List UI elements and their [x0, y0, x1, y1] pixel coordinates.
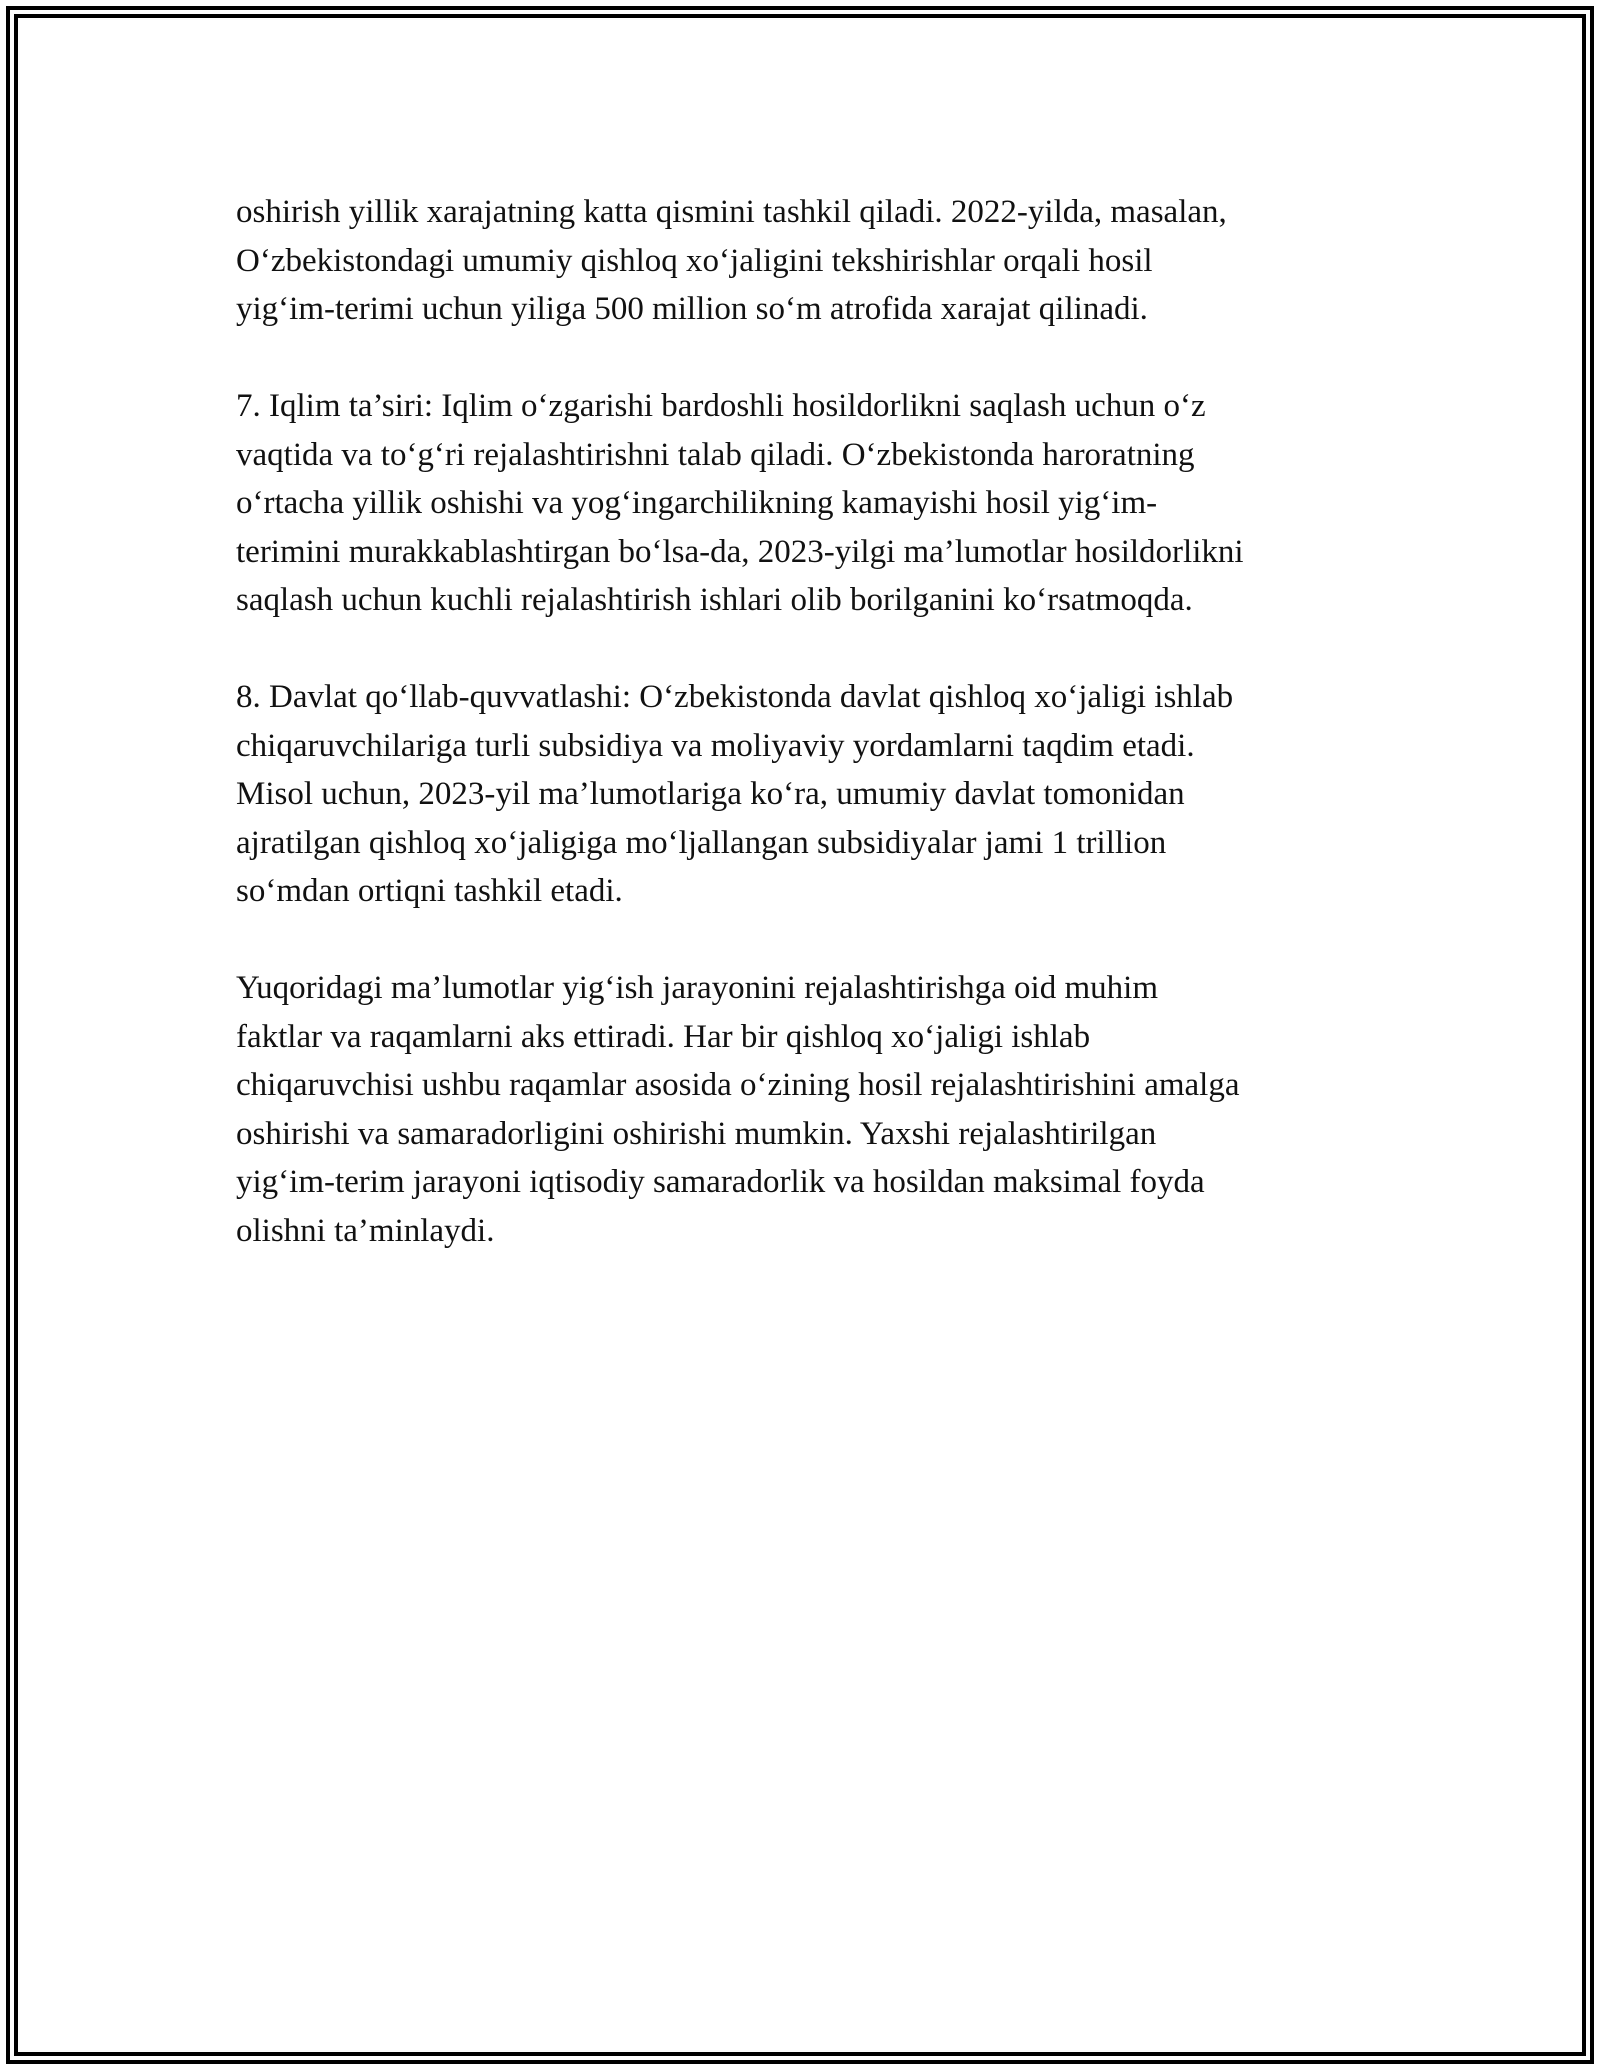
text-line: faktlar va raqamlarni aks ettiradi. Har bir qishloq xo‘jaligi ishlab [236, 1018, 1091, 1055]
text-line: Misol uchun, 2023-yil ma’lumotlariga ko‘ra, umumiy davlat tomonidan [236, 776, 1185, 812]
text-line: ajratilgan qishloq xo‘jaligiga mo‘ljallangan subsidiyalar jami 1 trillion [236, 824, 1167, 861]
text-line: yig‘im-terim jarayoni iqtisodiy samaradorlik va hosildan maksimal foyda [236, 1164, 1205, 1200]
text-line: 8. Davlat qo‘llab-quvvatlashi: O‘zbekistonda davlat qishloq xo‘jaligi ishlab [236, 679, 1234, 715]
paragraph-item-8-state-support [236, 673, 1416, 916]
text-line: terimini murakkablashtirgan bo‘lsa-da, 2023-yilgi ma’lumotlar hosildorlikni [236, 533, 1244, 570]
text-line: O‘zbekistondagi umumiy qishloq xo‘jaligini tekshirishlar orqali hosil [236, 242, 1153, 279]
text-line: olishni ta’minlaydi. [236, 1212, 495, 1249]
text-line: yig‘im-terimi uchun yiliga 500 million so‘m atrofida xarajat qilinadi. [236, 291, 1148, 327]
text-line: 7. Iqlim ta’siri: Iqlim o‘zgarishi bardoshli hosildorlikni saqlash uchun o‘z [236, 388, 1206, 424]
text-line: saqlash uchun kuchli rejalashtirish ishlari olib borilganini ko‘rsatmoqda. [236, 582, 1193, 618]
text-line: chiqaruvchilariga turli subsidiya va moliyaviy yordamlarni taqdim etadi. [236, 727, 1195, 764]
paragraph-item-7-climate [236, 382, 1416, 625]
text-line: o‘rtacha yillik oshishi va yog‘ingarchilikning kamayishi hosil yig‘im- [236, 485, 1158, 521]
text-line: so‘mdan ortiqni tashkil etadi. [236, 873, 623, 909]
text-line: Yuqoridagi ma’lumotlar yig‘ish jarayonini rejalashtirishga oid muhim [236, 970, 1158, 1006]
text-line: oshirish yillik xarajatning katta qismini tashkil qiladi. 2022-yilda, masalan, [236, 194, 1227, 230]
text-line: chiqaruvchisi ushbu raqamlar asosida o‘zining hosil rejalashtirishini amalga [236, 1067, 1240, 1103]
text-line: vaqtida va to‘g‘ri rejalashtirishni talab qiladi. O‘zbekistonda haroratning [236, 436, 1195, 473]
text-line: oshirishi va samaradorligini oshirishi mumkin. Yaxshi rejalashtirilgan [236, 1115, 1157, 1152]
paragraph-intro-continuation [236, 188, 1416, 334]
paragraph-conclusion [236, 964, 1416, 1255]
document-body [236, 188, 1416, 1304]
